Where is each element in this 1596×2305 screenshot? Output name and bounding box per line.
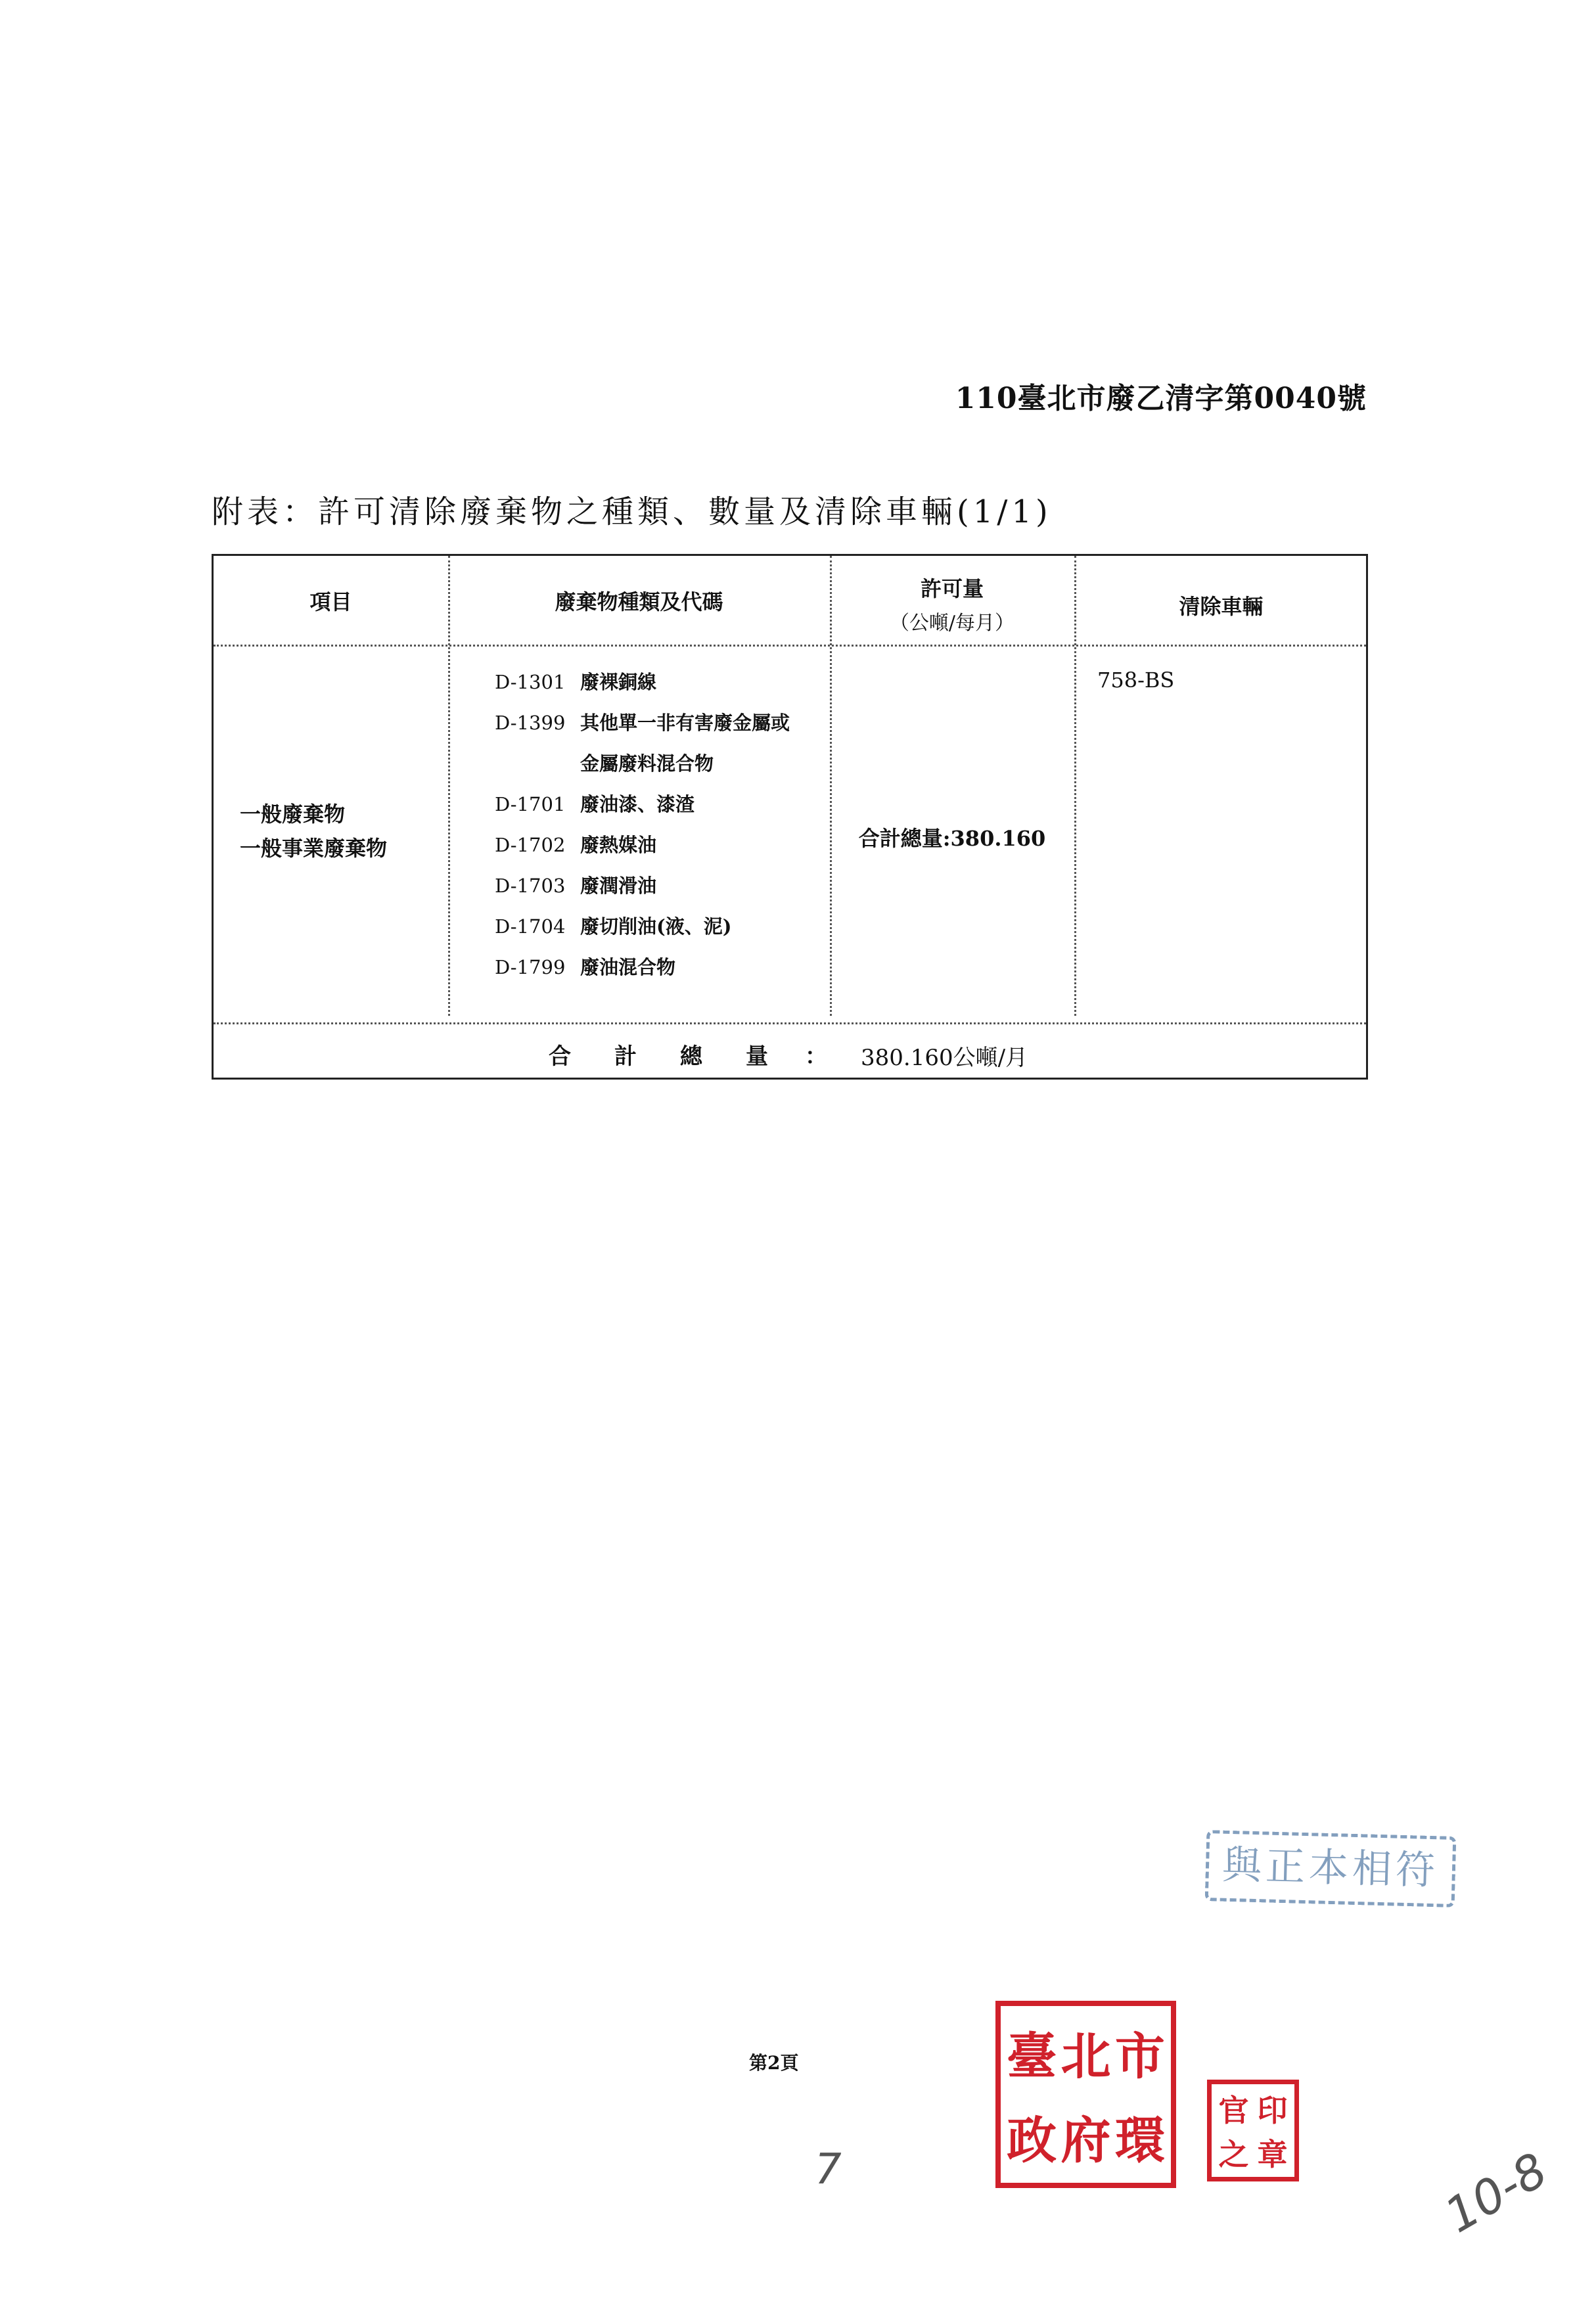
permit-header-line1: 許可量 bbox=[920, 576, 984, 601]
document-number: 110臺北市廢乙清字第0040號 bbox=[955, 382, 1367, 415]
column-divider bbox=[1074, 556, 1076, 1016]
total-value: 380.160公噸/月 bbox=[861, 1045, 1028, 1071]
waste-row bbox=[495, 790, 695, 817]
waste-row bbox=[495, 749, 714, 776]
waste-row bbox=[495, 953, 675, 980]
item-line: 一般事業廢棄物 bbox=[240, 836, 388, 861]
waste-list bbox=[495, 668, 823, 1009]
waste-row bbox=[495, 871, 656, 898]
permit-header-line2: （公噸/每月） bbox=[889, 612, 1015, 635]
waste-code: D-1701 bbox=[495, 793, 566, 815]
seal-char: 市 bbox=[1114, 2026, 1165, 2086]
permit-table bbox=[212, 554, 1368, 1080]
table-title: 附表：許可清除廢棄物之種類、數量及清除車輛(1/1) bbox=[212, 493, 1052, 530]
waste-row bbox=[495, 668, 656, 695]
total-label-char: ： bbox=[805, 1043, 827, 1070]
item-category bbox=[240, 797, 387, 865]
handwritten-page-mark: 7 bbox=[815, 2145, 842, 2194]
permit-amount: 合計總量:380.160 bbox=[858, 826, 1046, 851]
header-divider bbox=[214, 645, 1366, 647]
waste-name: 其他單一非有害廢金屬或 bbox=[580, 712, 790, 734]
page-number: 第2頁 bbox=[749, 2052, 799, 2074]
waste-code: D-1301 bbox=[495, 671, 566, 693]
seal-char: 北 bbox=[1060, 2026, 1111, 2086]
seal-char: 印 bbox=[1257, 2093, 1288, 2129]
official-seal-small bbox=[1207, 2080, 1299, 2181]
column-header-vehicle: 清除車輛 bbox=[1179, 594, 1264, 619]
waste-name: 廢裸銅線 bbox=[580, 671, 657, 693]
total-label-char: 總 bbox=[680, 1043, 702, 1070]
waste-code: D-1399 bbox=[495, 712, 566, 734]
waste-name: 廢切削油(液、泥) bbox=[580, 915, 732, 938]
seal-char: 官 bbox=[1218, 2093, 1249, 2129]
seal-char: 政 bbox=[1007, 2111, 1057, 2170]
seal-char: 章 bbox=[1257, 2136, 1288, 2172]
total-row bbox=[214, 1024, 1366, 1078]
waste-code: D-1702 bbox=[495, 834, 566, 856]
column-header-item: 項目 bbox=[309, 589, 352, 614]
waste-row bbox=[495, 912, 731, 939]
certified-copy-stamp: 與正本相符 bbox=[1205, 1830, 1457, 1907]
vehicle-plate: 758-BS bbox=[1097, 668, 1175, 693]
waste-name: 廢油漆、漆渣 bbox=[580, 793, 695, 815]
handwritten-reference-mark: 10-8 bbox=[1435, 2141, 1557, 2244]
official-seal-large bbox=[995, 2001, 1176, 2188]
waste-row bbox=[495, 708, 790, 735]
waste-row bbox=[495, 831, 656, 857]
seal-char: 臺 bbox=[1007, 2026, 1057, 2086]
waste-code: D-1703 bbox=[495, 875, 566, 897]
waste-code: D-1704 bbox=[495, 915, 566, 938]
waste-name: 廢熱媒油 bbox=[580, 834, 657, 856]
seal-char: 之 bbox=[1218, 2136, 1249, 2172]
column-header-waste: 廢棄物種類及代碼 bbox=[555, 589, 723, 614]
total-label-char: 計 bbox=[614, 1043, 637, 1070]
total-label-char: 合 bbox=[549, 1043, 571, 1070]
seal-char: 府 bbox=[1060, 2111, 1111, 2170]
column-divider bbox=[448, 556, 450, 1016]
waste-name: 廢潤滑油 bbox=[580, 875, 657, 897]
waste-code: D-1799 bbox=[495, 956, 566, 978]
item-line: 一般廢棄物 bbox=[240, 802, 346, 827]
total-label-char: 量 bbox=[746, 1043, 768, 1070]
waste-name: 金屬廢料混合物 bbox=[580, 752, 714, 775]
waste-name: 廢油混合物 bbox=[580, 956, 676, 978]
seal-char: 環 bbox=[1114, 2111, 1165, 2170]
column-header-permit bbox=[830, 572, 1074, 635]
